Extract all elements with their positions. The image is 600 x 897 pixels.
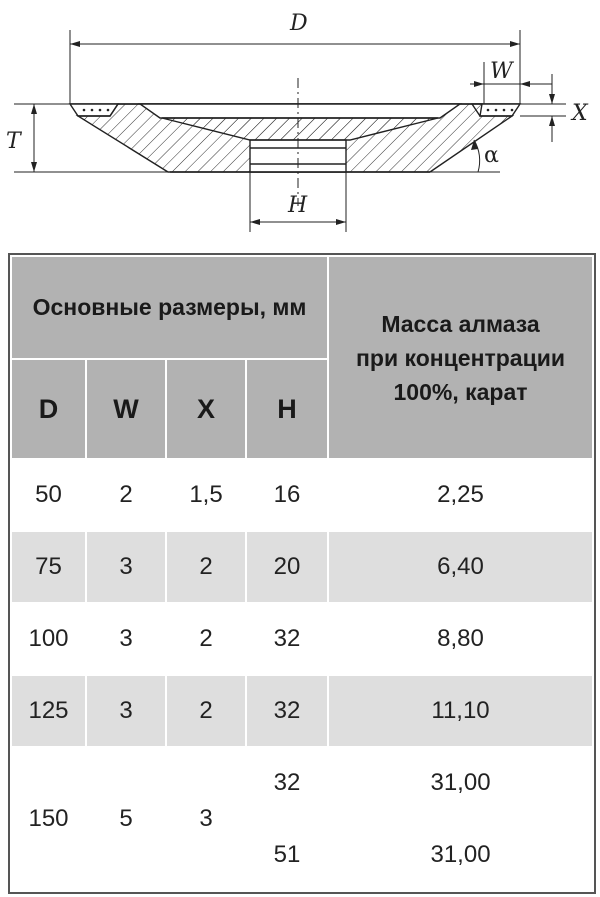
label-W: W (490, 59, 513, 84)
header-mass-line-1: Масса алмаза (381, 310, 540, 337)
label-D: D (290, 11, 308, 36)
cell-D: 50 (11, 459, 86, 531)
header-mass-line-3: 100%, карат (393, 378, 528, 405)
col-header-X: X (166, 359, 246, 459)
col-header-H: H (246, 359, 328, 459)
table-row (11, 675, 593, 747)
cell-W: 3 (86, 531, 166, 603)
cell-H: 20 (246, 531, 328, 603)
cell-X: 3 (166, 747, 246, 891)
label-X: X (572, 101, 588, 126)
table-row (11, 603, 593, 675)
table-row (11, 531, 593, 603)
cell-X: 2 (166, 675, 246, 747)
cell-mass: 11,10 (328, 675, 593, 747)
header-diamond-mass (328, 256, 593, 459)
label-T: T (6, 129, 21, 154)
table-row (11, 747, 593, 819)
cell-D: 125 (11, 675, 86, 747)
cell-mass: 2,25 (328, 459, 593, 531)
cell-D: 75 (11, 531, 86, 603)
header-mass-line-2: при концентрации (356, 344, 565, 371)
cell-H: 32 (246, 675, 328, 747)
cell-W: 3 (86, 675, 166, 747)
wheel-drawing (0, 0, 600, 240)
cell-H: 32 (246, 747, 328, 819)
cell-mass: 8,80 (328, 603, 593, 675)
cell-W: 5 (86, 747, 166, 891)
cell-H: 32 (246, 603, 328, 675)
cell-H: 16 (246, 459, 328, 531)
label-H: H (288, 193, 308, 218)
cell-D: 150 (11, 747, 86, 891)
header-main-dimensions: Основные размеры, мм (11, 256, 328, 359)
specs-table (10, 255, 594, 892)
col-header-D: D (11, 359, 86, 459)
cell-X: 2 (166, 531, 246, 603)
cell-mass: 31,00 (328, 819, 593, 891)
cell-mass: 31,00 (328, 747, 593, 819)
table-row (11, 459, 593, 531)
cell-D: 100 (11, 603, 86, 675)
cell-W: 3 (86, 603, 166, 675)
cell-X: 2 (166, 603, 246, 675)
col-header-W: W (86, 359, 166, 459)
cell-X: 1,5 (166, 459, 246, 531)
cell-W: 2 (86, 459, 166, 531)
cell-mass: 6,40 (328, 531, 593, 603)
cell-H: 51 (246, 819, 328, 891)
label-alpha: α (484, 143, 499, 168)
